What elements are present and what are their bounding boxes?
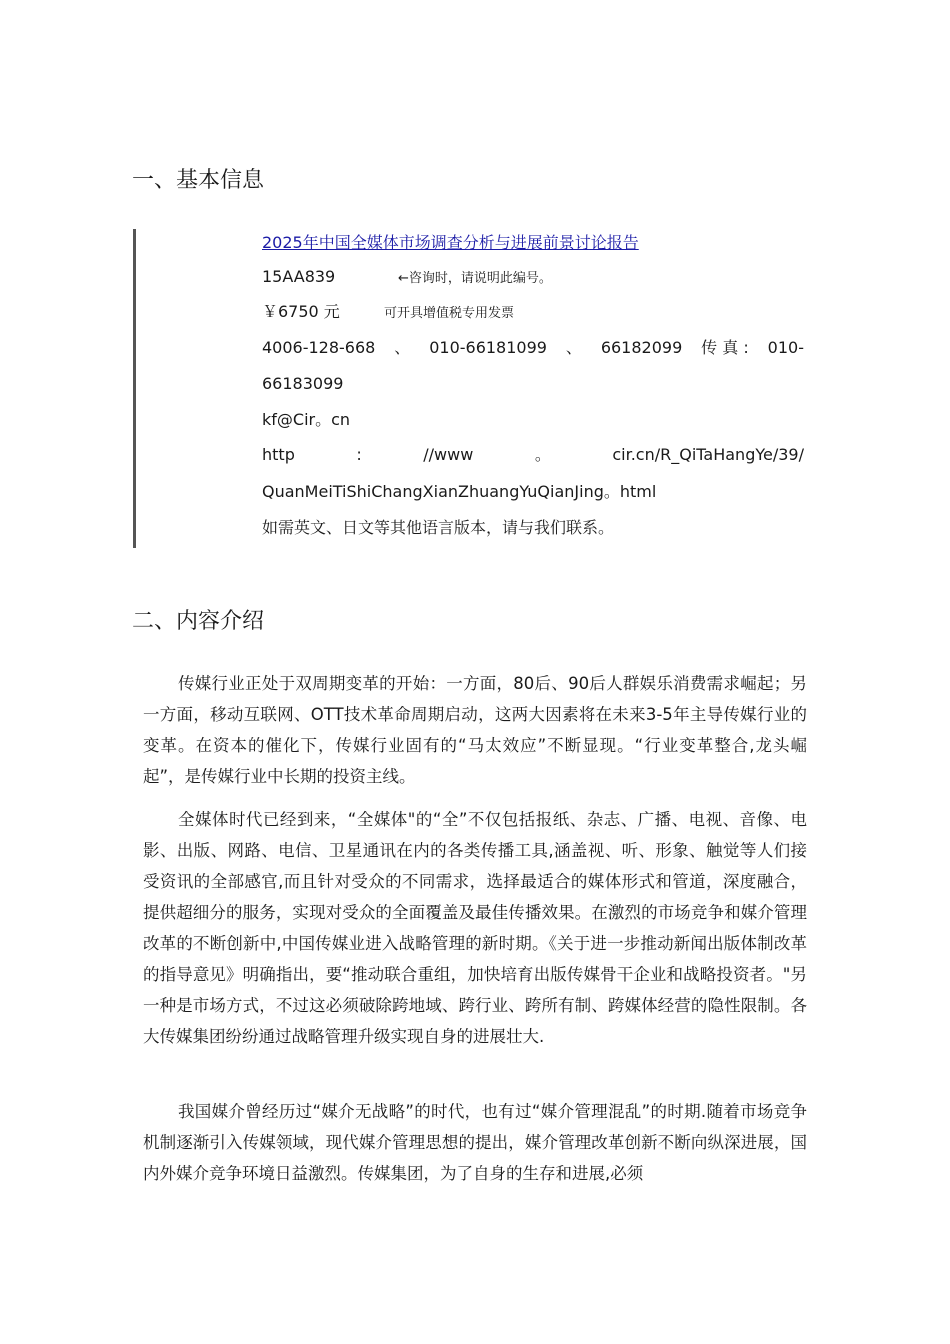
fax-value-cont: 66183099: [262, 374, 344, 393]
report-info-box: [133, 229, 811, 548]
tip-value: 如需英文、日文等其他语言版本，请与我们联系。: [262, 518, 615, 537]
url-part: cir.cn/R_QiTaHangYe/39/: [612, 445, 804, 464]
fax-part: 010-: [767, 338, 804, 357]
paragraph-2: 全媒体时代已经到来，“全媒体"的“全”不仅包括报纸、杂志、广播、电视、音像、电影、出版、网路、电信、卫星通讯在内的各类传播工具,涵盖视、听、形象、触觉等人们接受资讯的全部感官,而且针对受众的不同需求，选择最适合的媒体形式和管道，深度融合，提供超细分的服务，实现对受众的全面覆盖及最佳传播效果。在激烈的市场竞争和媒介管理改革的不断创新中,中国传媒业进入战略管理的新时期。《关于进一步推动新闻出版体制改革的指导意见》明确指出，要“推动联合重组，加快培育出版传媒骨干企业和战略投资者。"另一种是市场方式，不过这必须破除跨地域、跨行业、跨所有制、跨媒体经营的隐性限制。各大传媒集团纷纷通过战略管理升级实现自身的进展壮大.: [143, 810, 807, 1046]
online-url[interactable]: [262, 445, 804, 465]
section-title-content-intro: 二、内容介绍: [132, 609, 265, 634]
phone-part: 、: [565, 338, 582, 357]
price-note: 可开具增值税专用发票: [384, 306, 515, 321]
phone-part: 、: [394, 338, 411, 357]
fax-label: 传 真 :: [701, 338, 749, 357]
section-title-basic-info: 一、基本信息: [132, 168, 265, 193]
report-no-note: ←咨询时，请说明此编号。: [398, 271, 552, 286]
report-name-link[interactable]: 2025年中国全媒体市场调查分析与进展前景讨论报告: [262, 233, 639, 252]
url-part: :: [356, 445, 362, 464]
paragraph-3: 我国媒介曾经历过“媒介无战略”的时代，也有过“媒介管理混乱”的时期.随着市场竞争机制逐渐引入传媒领域，现代媒介管理思想的提出，媒介管理改革创新不断向纵深进展，国内外媒介竞争环境日益激烈。传媒集团，为了自身的生存和进展,必须: [143, 1102, 807, 1183]
phone-part: 4006-128-668: [262, 338, 376, 357]
price-value: ￥6750 元: [262, 302, 340, 321]
email-value[interactable]: kf@Cir。cn: [262, 410, 351, 429]
phone-part: 010-66181099: [429, 338, 547, 357]
phone-value: [262, 338, 804, 358]
paragraph-1: 传媒行业正处于双周期变革的开始：一方面，80后、90后人群娱乐消费需求崛起；另一方面，移动互联网、OTT技术革命周期启动，这两大因素将在未来3-5年主导传媒行业的变革。在资本的催化下，传媒行业固有的“马太效应”不断显现。“行业变革整合,龙头崛起”，是传媒行业中长期的投资主线。: [143, 674, 807, 786]
report-no-value: 15AA839: [262, 267, 336, 286]
phone-part: 66182099: [600, 338, 683, 357]
url-part: 。: [534, 445, 551, 464]
url-part: //www: [423, 445, 474, 464]
url-part: http: [262, 445, 295, 464]
online-url-cont[interactable]: QuanMeiTiShiChangXianZhuangYuQianJing。html: [262, 482, 657, 501]
